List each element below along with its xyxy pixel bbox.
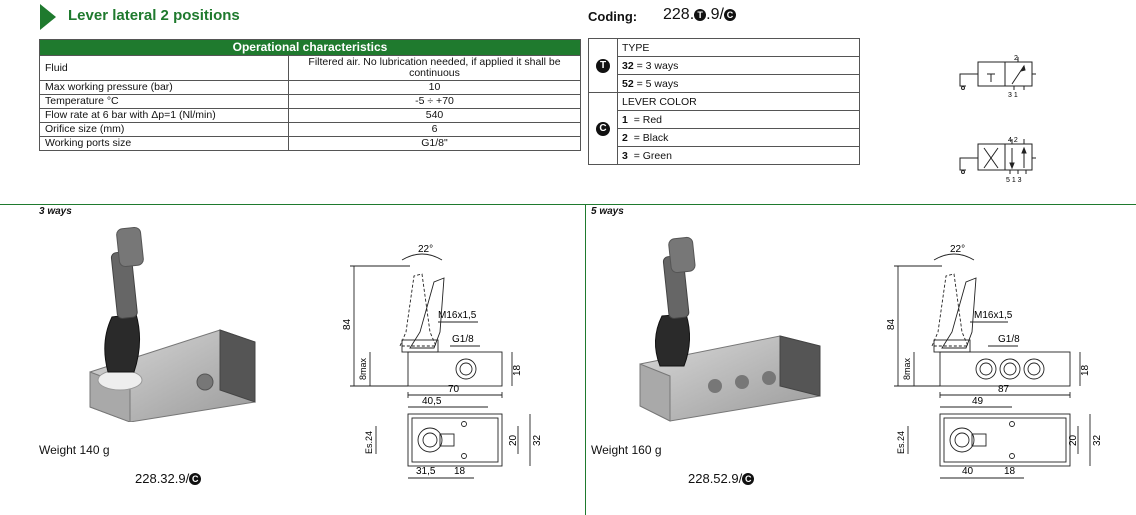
- operational-heading: Operational characteristics: [40, 40, 581, 56]
- row-label: Temperature °C: [40, 95, 289, 109]
- header-arrow-icon: [40, 4, 56, 30]
- row-value: G1/8": [289, 137, 581, 151]
- row-value: 540: [289, 109, 581, 123]
- model-code-3way: 228.32.9/ C: [135, 471, 201, 486]
- schematic-3way: [950, 52, 1060, 98]
- svg-text:Es.24: Es.24: [364, 430, 374, 454]
- svg-text:20: 20: [1068, 434, 1079, 446]
- schematic-3way-top-ports: 2: [1014, 55, 1018, 62]
- coding-code: [663, 6, 736, 24]
- svg-text:40: 40: [962, 466, 974, 477]
- section-label-3ways: 3 ways: [39, 206, 72, 217]
- table-row: 2 = Black: [589, 129, 860, 147]
- svg-text:84: 84: [886, 318, 897, 330]
- schematic-5way-top-ports: 4 2: [1008, 137, 1018, 144]
- svg-text:18: 18: [1080, 364, 1091, 376]
- svg-text:M16x1,5: M16x1,5: [974, 310, 1013, 321]
- table-row: 52 = 5 ways: [589, 75, 860, 93]
- row-value: -5 ÷ +70: [289, 95, 581, 109]
- svg-text:40,5: 40,5: [422, 396, 442, 407]
- model-badge-5way: C: [742, 473, 754, 485]
- coding-label: Coding:: [588, 9, 638, 24]
- svg-text:32: 32: [532, 434, 543, 446]
- section-label-5ways: 5 ways: [591, 206, 624, 217]
- model-code-5way: 228.52.9/ C: [688, 471, 754, 486]
- type-symbol: T: [589, 39, 618, 93]
- model-badge-3way: C: [189, 473, 201, 485]
- row-label: Flow rate at 6 bar with Δp=1 (Nl/min): [40, 109, 289, 123]
- svg-text:49: 49: [972, 396, 984, 407]
- valve-photo-3way: [70, 222, 270, 422]
- operational-table: [39, 39, 581, 151]
- table-row: 1 = Red: [589, 111, 860, 129]
- svg-text:20: 20: [508, 434, 519, 446]
- row-value: Filtered air. No lubrication needed, if applied it shall be continuous: [289, 56, 581, 81]
- svg-text:84: 84: [342, 318, 353, 330]
- schematic-5way: [950, 134, 1060, 184]
- svg-text:18: 18: [1004, 466, 1016, 477]
- row-value: 10: [289, 81, 581, 95]
- table-row: [40, 95, 581, 109]
- coding-badge-t: T: [694, 9, 706, 21]
- table-row: [40, 56, 581, 81]
- weight-5way: Weight 160 g: [591, 443, 662, 457]
- table-row: 3 = Green: [589, 147, 860, 165]
- color-symbol: C: [589, 93, 618, 165]
- table-row: [40, 109, 581, 123]
- table-row: 32 = 3 ways: [589, 57, 860, 75]
- table-row: [40, 123, 581, 137]
- coding-table: [588, 38, 860, 165]
- svg-text:18: 18: [512, 364, 523, 376]
- schematic-3way-bottom-ports: 3 1: [1008, 92, 1018, 98]
- svg-text:8max: 8max: [358, 357, 368, 380]
- dimension-drawing-3way: [330, 236, 560, 486]
- section-divider: [0, 204, 1136, 205]
- svg-text:18: 18: [454, 466, 466, 477]
- section-vertical-divider: [585, 204, 586, 515]
- svg-text:32: 32: [1092, 434, 1103, 446]
- svg-text:G1/8: G1/8: [452, 334, 474, 345]
- row-label: Orifice size (mm): [40, 123, 289, 137]
- coding-badge-c: C: [724, 9, 736, 21]
- page-title: Lever lateral 2 positions: [68, 7, 240, 24]
- svg-text:22°: 22°: [418, 244, 434, 255]
- row-label: Max working pressure (bar): [40, 81, 289, 95]
- svg-text:31,5: 31,5: [416, 466, 436, 477]
- table-row: [40, 137, 581, 151]
- svg-text:M16x1,5: M16x1,5: [438, 310, 477, 321]
- svg-text:Es.24: Es.24: [896, 430, 906, 454]
- svg-text:70: 70: [448, 384, 460, 395]
- type-heading: TYPE: [618, 39, 860, 57]
- row-value: 6: [289, 123, 581, 137]
- svg-text:22°: 22°: [950, 244, 966, 255]
- svg-text:87: 87: [998, 384, 1010, 395]
- svg-text:G1/8: G1/8: [998, 334, 1020, 345]
- valve-photo-5way: [630, 236, 830, 426]
- table-row: [40, 81, 581, 95]
- row-label: Working ports size: [40, 137, 289, 151]
- svg-text:8max: 8max: [902, 357, 912, 380]
- weight-3way: Weight 140 g: [39, 443, 110, 457]
- row-label: Fluid: [40, 56, 289, 81]
- color-heading: LEVER COLOR: [618, 93, 860, 111]
- schematic-5way-bottom-ports: 5 1 3: [1006, 177, 1022, 184]
- coding-mid: .9/: [706, 6, 724, 23]
- coding-prefix: 228.: [663, 6, 695, 23]
- dimension-drawing-5way: [874, 236, 1124, 486]
